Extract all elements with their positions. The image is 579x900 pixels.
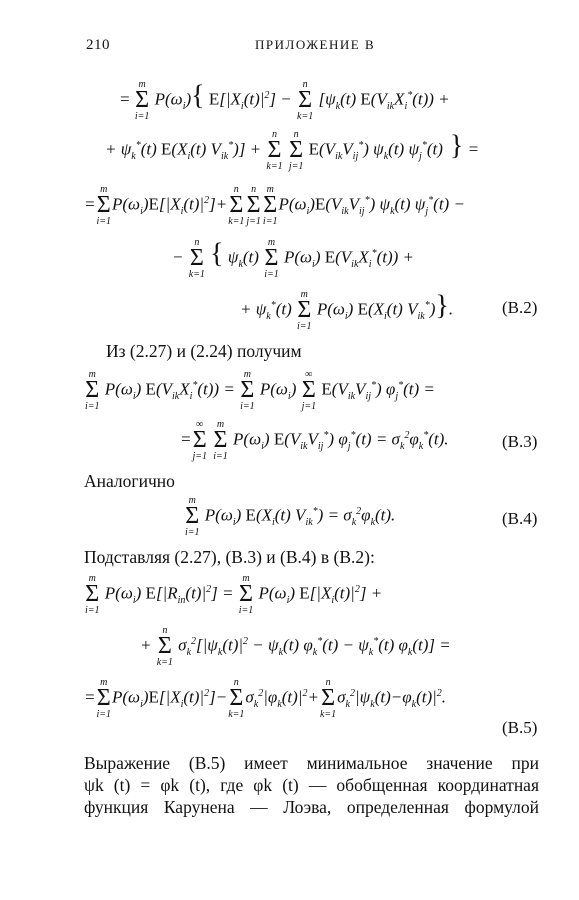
running-head: ПРИЛОЖЕНИЕ В (255, 37, 376, 52)
equation-b3-line1: m Σ i=1 $P(\omega_i) E(V_{ik}X_i^*(t))$ = m Σ i=1 $P(\omega_i)$ ∞ Σ j=1 $E(V_{ik}V_{ij}^*) \varphi_j^*(t)$ = (85, 369, 435, 412)
equation-b2-line1: = m Σ i=1 $P(\omega_i)${ $E[|X_i(t)|^2]$ − n Σ k=1 [$\psi_k(t) E(V_{ik}X_i^*(t))$ + (120, 79, 450, 122)
equation-b4-line1: m Σ i=1 $P(\omega_i)$ $E(X_i(t) V_{ik}^*) = \sigma_k^2\varphi_k(t)$. (185, 495, 396, 538)
text-from-equations: Из (2.27) и (2.24) получим (106, 341, 302, 361)
equation-b2-line4: − n Σ k=1 { $\psi_k(t)$ m Σ i=1 $P(\omega_i) E(V_{ik}X_i^*(t))$ + (172, 237, 414, 280)
equation-label-b3: (В.3) (502, 432, 538, 451)
text-similarly: Аналогично (84, 471, 175, 491)
equation-b5-line2: + n Σ k=1 $\sigma_k^2[|\psi_k(t)|^2 - \psi_k(t) \varphi_k^*(t) - \psi_k^*(t) \varphi_k(t)]$ = (140, 625, 451, 668)
text-final-line3: функция Карунена — Лоэва, определенная формулой (84, 797, 539, 817)
equation-b3-line2: = ∞ Σ j=1 m Σ i=1 $P(\omega_i)$ $E(V_{ik}V_{ij}^*) \varphi_j^*(t) = \sigma_k^2\varphi_k^*(t)$. (180, 419, 449, 462)
equation-label-b2: (В.2) (502, 298, 538, 317)
equation-b2-line2: + $\psi_k^*(t)$ $E(X_i(t) V_{ik}^*)$] + n Σ k=1 n Σ j=1 $E(V_{ik}V_{ij}^*)$ $\psi_k(t)$ $\psi_j^*(t)$ } = (105, 129, 480, 172)
equation-label-b5: (В.5) (502, 718, 538, 737)
text-substituting: Подставляя (2.27), (В.3) и (В.4) в (В.2): (84, 547, 375, 567)
equation-b2-line3: = m Σ i=1 $P(\omega_i)E[|X_i(t)|^2]+$ n Σ k=1 n Σ j=1 m Σ i=1 $P(\omega_i)E(V_{ik}V_{ij}^*)$ $\psi_k(t) \psi_j^*(t)$ − (84, 184, 465, 227)
equation-b5-line3: = m Σ i=1 $P(\omega_i)E[|X_i(t)|^2]-$ n Σ k=1 $\sigma_k^2|\varphi_k(t)|^2+$ n Σ k=1 $\sigma_k^2|\psi_k(t)-\varphi_k(t)|^2$. (84, 677, 447, 720)
text-final-line2: ψk (t) = φk (t), где φk (t) — обобщенная координатная (84, 775, 539, 795)
text-final-line1: Выражение (В.5) имеет минимальное значение при (84, 753, 539, 773)
equation-b2-line5: + $\psi_k^*(t)$ m Σ i=1 $P(\omega_i)$ $E(X_i(t)$ $V_{ik}^*$)}. (240, 289, 454, 332)
equation-b5-line1: m Σ i=1 $P(\omega_i) E[|R_{in}(t)|^2]$ = m Σ i=1 $P(\omega_i) E[|X_i(t)|^2]$ + (85, 573, 383, 616)
equation-label-b4: (В.4) (502, 509, 538, 528)
page-number: 210 (86, 37, 110, 53)
